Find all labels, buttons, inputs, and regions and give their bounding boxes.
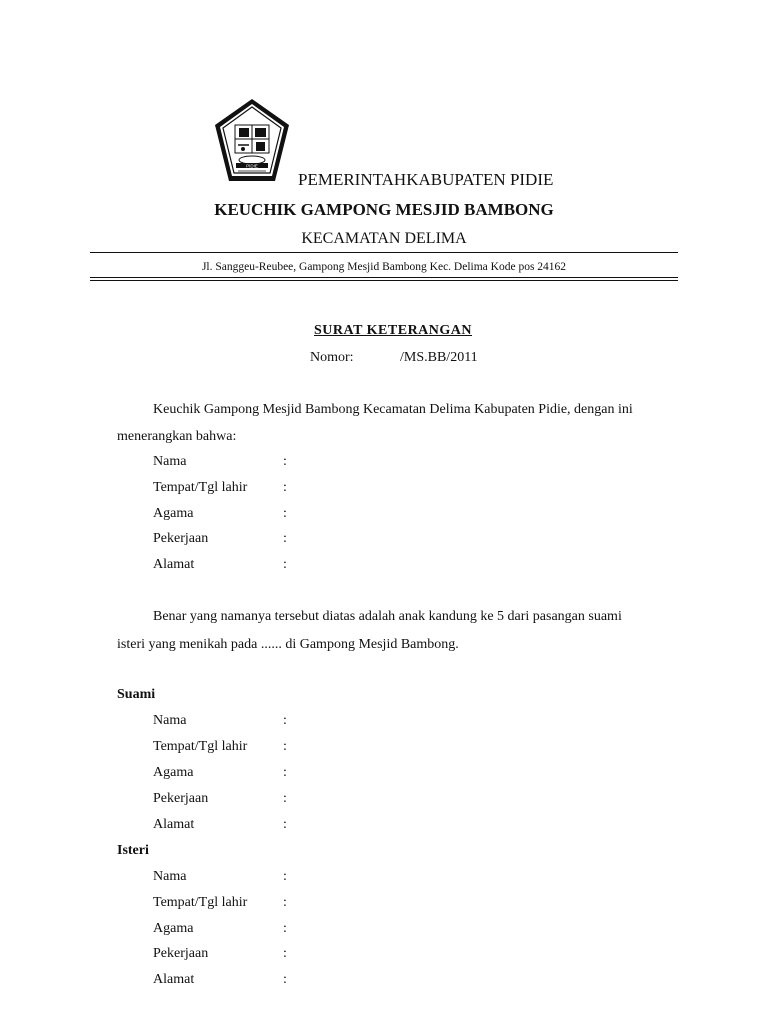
field-label-pekerjaan: Pekerjaan — [153, 531, 209, 546]
suami-label-agama: Agama — [153, 765, 194, 780]
document-title: SURAT KETERANGAN — [314, 323, 473, 338]
statement-line-2: isteri yang menikah pada ...... di Gampong Mesjid Bambong. — [117, 637, 459, 652]
section-suami: Suami — [117, 687, 156, 702]
field-colon: : — [283, 921, 287, 936]
government-line: PEMERINTAHKABUPATEN PIDIE — [298, 170, 554, 189]
logo-text: PIDIE — [246, 163, 258, 169]
field-label-nama: Nama — [153, 454, 187, 469]
address-line: Jl. Sanggeu-Reubee, Gampong Mesjid Bambong Kec. Delima Kode pos 24162 — [201, 261, 567, 273]
pidie-regency-emblem-icon — [212, 97, 292, 185]
suami-label-ttl: Tempat/Tgl lahir — [153, 739, 248, 754]
field-colon: : — [283, 972, 287, 987]
field-colon: : — [283, 531, 287, 546]
field-colon: : — [283, 895, 287, 910]
suami-label-nama: Nama — [153, 713, 187, 728]
number-value: /MS.BB/2011 — [400, 350, 478, 365]
intro-line-1: Keuchik Gampong Mesjid Bambong Kecamatan Delima Kabupaten Pidie, dengan ini — [153, 402, 633, 417]
isteri-label-alamat: Alamat — [153, 972, 195, 987]
statement-line-1: Benar yang namanya tersebut diatas adalah anak kandung ke 5 dari pasangan suami — [153, 609, 622, 624]
field-label-agama: Agama — [153, 506, 194, 521]
field-colon: : — [283, 480, 287, 495]
field-label-ttl: Tempat/Tgl lahir — [153, 480, 248, 495]
field-colon: : — [283, 739, 287, 754]
field-colon: : — [283, 817, 287, 832]
number-label: Nomor: — [310, 350, 354, 365]
field-colon: : — [283, 506, 287, 521]
field-colon: : — [283, 765, 287, 780]
suami-label-pekerjaan: Pekerjaan — [153, 791, 209, 806]
suami-label-alamat: Alamat — [153, 817, 195, 832]
field-colon: : — [283, 713, 287, 728]
isteri-label-agama: Agama — [153, 921, 194, 936]
office-line: KEUCHIK GAMPONG MESJID BAMBONG — [214, 200, 554, 219]
header-rule-top — [90, 252, 678, 253]
field-colon: : — [283, 869, 287, 884]
intro-line-2: menerangkan bahwa: — [117, 429, 237, 444]
section-isteri: Isteri — [117, 843, 149, 858]
isteri-label-nama: Nama — [153, 869, 187, 884]
field-colon: : — [283, 454, 287, 469]
isteri-label-ttl: Tempat/Tgl lahir — [153, 895, 248, 910]
field-label-alamat: Alamat — [153, 557, 195, 572]
header-rule-bottom-1 — [90, 277, 678, 278]
isteri-label-pekerjaan: Pekerjaan — [153, 946, 209, 961]
field-colon: : — [283, 557, 287, 572]
field-colon: : — [283, 946, 287, 961]
header-rule-bottom-2 — [90, 280, 678, 281]
district-line: KECAMATAN DELIMA — [301, 230, 467, 247]
field-colon: : — [283, 791, 287, 806]
